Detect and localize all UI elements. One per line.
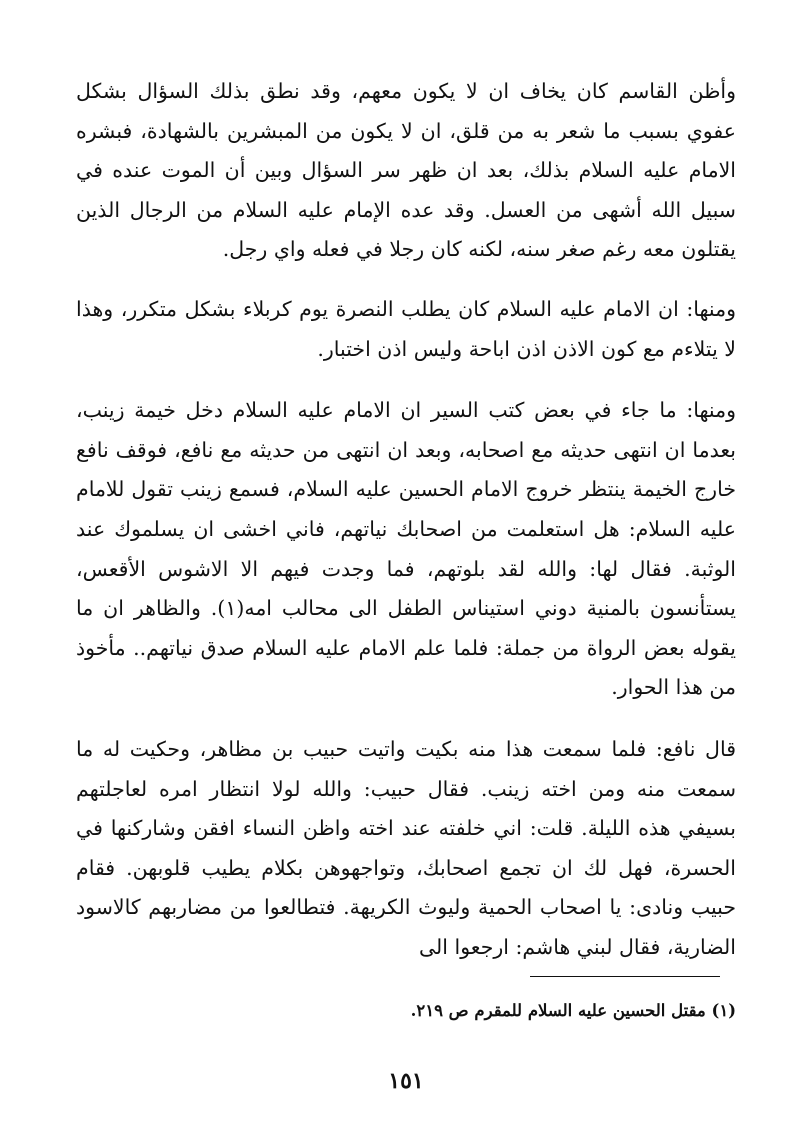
footnote: (١) مقتل الحسين عليه السلام للمقرم ص ٢١٩. bbox=[410, 1001, 736, 1020]
paragraph-4: قال نافع: فلما سمعت هذا منه بكيت واتيت حبيب بن مظاهر، وحكيت له ما سمعت منه ومن اخته زينب. فقال حبيب: والله لولا انتظار امره لعاجلتهم بسيفي هذه الليلة. قلت: اني خلفته عند اخته واظن النساء افقن وشاركنها في الحسرة، فهل لك ان تجمع اصحابك، وتواجهوهن بكلام يطيب قلوبهن. فقام حبيب ونادى: يا اصحاب الحمية وليوث الكريهة. فتطالعوا من مضاربهم كالاسود الضارية، فقال لبني هاشم: ارجعوا الى bbox=[76, 736, 736, 959]
paragraph-3: ومنها: ما جاء في بعض كتب السير ان الامام عليه السلام دخل خيمة زينب، بعدما ان انتهى حديثه مع اصحابه، وبعد ان انتهى من حديثه مع نافع، فوقف نافع خارج الخيمة ينتظر خروج الامام الحسين عليه السلام، فسمع زينب تقول للامام عليه السلام: هل استعلمت من اصحابك نياتهم، فاني اخشى ان يسلموك عند الوثبة. فقال لها: والله لقد بلوتهم، فما وجدت فيهم الا الاشوس الأقعس، يستأنسون بالمنية دوني استيناس الطفل الى محالب امه(١). والظاهر ان ما يقوله بعض الرواة من جملة: فلما علم الامام عليه السلام صدق نياتهم.. مأخوذ من هذا الحوار. bbox=[76, 398, 736, 700]
page-body bbox=[76, 72, 736, 967]
page-number: ١٥١ bbox=[388, 1068, 424, 1094]
paragraph-1: وأظن القاسم كان يخاف ان لا يكون معهم، وقد نطق بذلك السؤال بشكل عفوي بسبب ما شعر به من قلق، ان لا يكون من المبشرين بالشهادة، فبشره الامام عليه السلام بذلك، بعد ان ظهر سر السؤال وبين أن الموت عنده في سبيل الله أشهى من العسل. وقد عده الإمام عليه السلام من الرجال الذين يقتلون معه رغم صغر سنه، لكنه كان رجلا في فعله واي رجل. bbox=[76, 79, 736, 262]
paragraph-2: ومنها: ان الامام عليه السلام كان يطلب النصرة يوم كربلاء بشكل متكرر، وهذا لا يتلاءم مع كون الاذن اذن اباحة وليس اذن اختبار. bbox=[76, 296, 736, 361]
footnote-separator bbox=[530, 976, 720, 977]
